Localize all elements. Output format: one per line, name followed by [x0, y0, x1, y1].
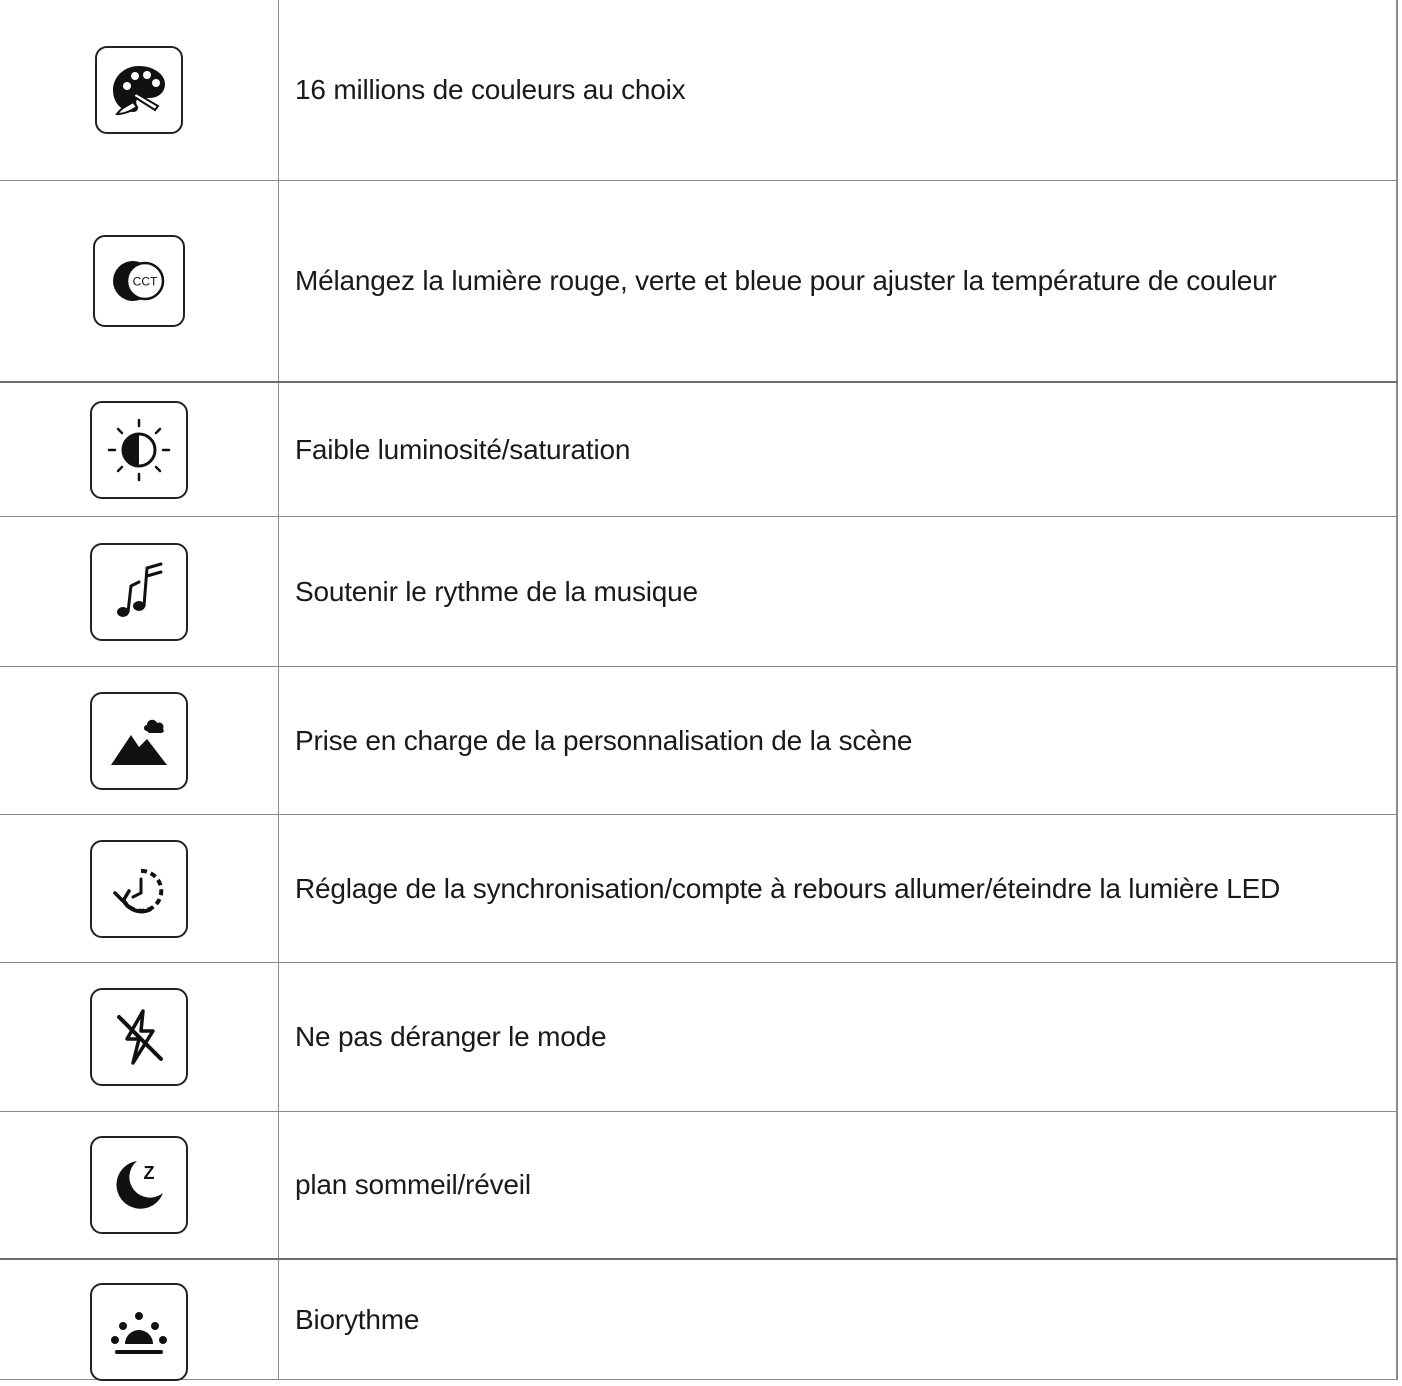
- icon-cell: [0, 0, 278, 180]
- palette-icon: [95, 46, 183, 134]
- icon-cell: [0, 1112, 278, 1258]
- icon-cell: [0, 1260, 278, 1380]
- do-not-disturb-icon: [90, 988, 188, 1086]
- icon-cell: [0, 667, 278, 814]
- table-row: [0, 0, 1398, 180]
- feature-text: Biorythme: [295, 1304, 420, 1335]
- icon-cell: [0, 963, 278, 1111]
- icon-cell: [0, 517, 278, 666]
- icon-cell: [0, 383, 278, 516]
- table-row: [0, 1111, 1398, 1258]
- table-row: [0, 180, 1398, 381]
- sunrise-icon: [90, 1283, 188, 1381]
- table-row: [0, 1258, 1398, 1380]
- cct-icon: [93, 235, 185, 327]
- table-row: [0, 666, 1398, 814]
- icon-cell: [0, 181, 278, 381]
- table-row: [0, 381, 1398, 516]
- icon-cell: [0, 815, 278, 962]
- scene-landscape-icon: [90, 692, 188, 790]
- feature-text: Réglage de la synchronisation/compte à rebours allumer/éteindre la lumière LED: [295, 872, 1281, 904]
- feature-text: Prise en charge de la personnalisation de la scène: [295, 724, 913, 756]
- feature-text: 16 millions de couleurs au choix: [295, 74, 686, 105]
- table-row: [0, 962, 1398, 1111]
- feature-text: Faible luminosité/saturation: [295, 433, 631, 465]
- timer-icon: [90, 840, 188, 938]
- table-row: [0, 814, 1398, 962]
- feature-text: Ne pas déranger le mode: [295, 1021, 607, 1052]
- cct-label: CCT: [132, 274, 158, 289]
- feature-text: plan sommeil/réveil: [295, 1169, 531, 1200]
- music-note-icon: [90, 543, 188, 641]
- feature-text: Soutenir le rythme de la musique: [295, 575, 698, 607]
- brightness-icon: [90, 401, 188, 499]
- feature-text: Mélangez la lumière rouge, verte et bleue pour ajuster la température de couleur: [295, 265, 1277, 296]
- moon-label: Z: [143, 1163, 155, 1183]
- sleep-moon-icon: [90, 1136, 188, 1234]
- table-row: [0, 516, 1398, 666]
